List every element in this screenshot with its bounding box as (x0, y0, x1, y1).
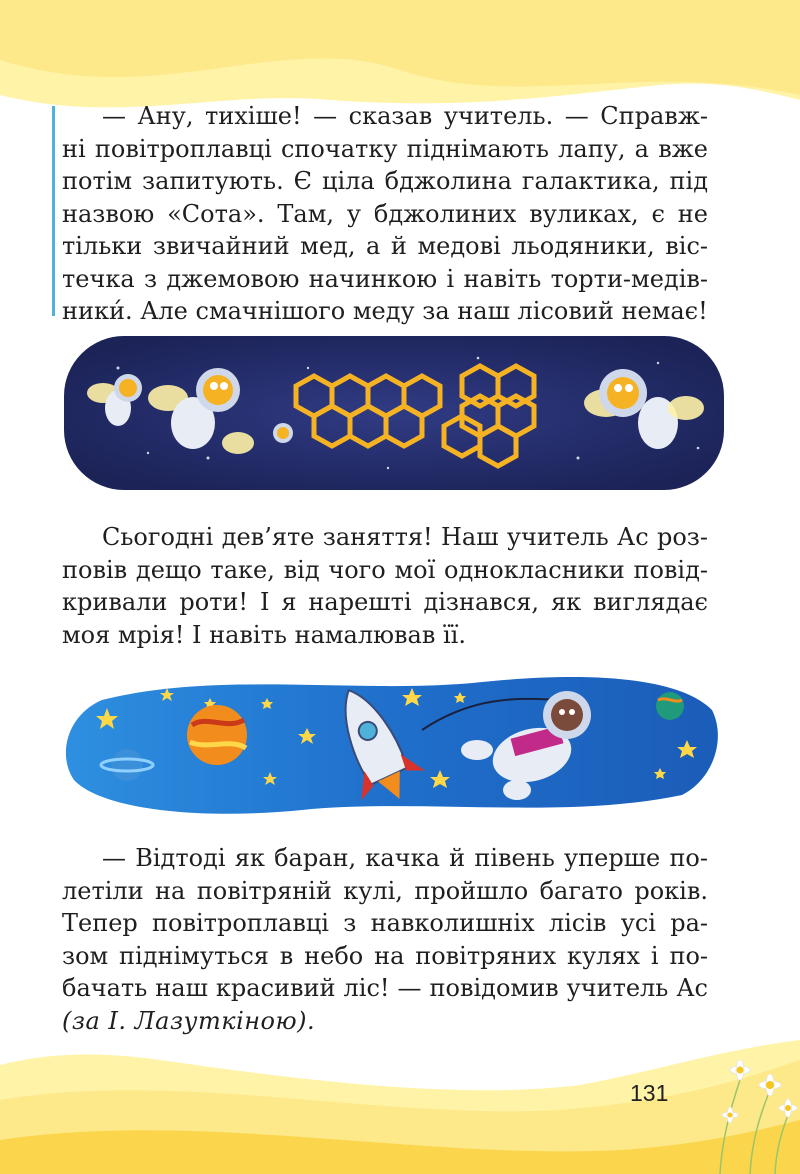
daisy-flowers-decoration (690, 1020, 800, 1174)
text-line: Тепер повітроплавці з навколишніх лісів усі ра- (62, 909, 708, 937)
text-line: течка з джемовою начинкою і навіть торти-медів- (62, 264, 708, 293)
text-line: Сьогодні дев’яте заняття! Наш учитель Ас роз- (102, 523, 708, 551)
bee-astronauts-honeycomb-illustration (58, 328, 730, 498)
text-line: ники́. Але смачнішого меду за наш лісовий немає! (62, 297, 708, 325)
paragraph-1 (62, 100, 708, 328)
text-line: — Ану, тихіше! — сказав учитель. — Справж- (102, 102, 708, 130)
text-line: ні повітроплавці спочатку піднімають лапу, а вже (62, 134, 708, 163)
text-line: бачать наш красивий ліс! — повідомив учитель Ас (62, 974, 708, 1002)
text-line: потім запитують. Є ціла бджолина галактика, під (62, 167, 708, 195)
paragraph-2 (62, 521, 708, 651)
text-line: повів дещо таке, від чого мої однокласники повід- (62, 555, 708, 584)
quote-side-bar (52, 106, 55, 316)
source-citation: (за І. Лазуткіною). (62, 1006, 316, 1035)
text-line: моя мрія! І навіть намалював її. (62, 620, 466, 649)
space-rocket-astronaut-illustration (62, 670, 722, 820)
green-planet (656, 692, 684, 720)
bee-astronaut-small (273, 423, 293, 443)
orange-planet (187, 705, 247, 765)
text-line: кривали роти! І я нарешті дізнався, як виглядає (62, 588, 708, 616)
text-line: летіли на повітряній кулі, пройшло багато років. (62, 876, 708, 905)
paragraph-3 (62, 842, 708, 1037)
text-line: зом піднімуться в небо на повітряних кулях і по- (62, 941, 708, 970)
text-line: назвою «Сота». Там, у бджолиних вуликах, є не (62, 199, 708, 228)
page-number: 131 (630, 1080, 669, 1106)
text-line: — Відтоді як баран, качка й півень уперше по- (102, 844, 708, 872)
text-line: тільки звичайний мед, а й медові льодяники, віс- (62, 232, 708, 260)
